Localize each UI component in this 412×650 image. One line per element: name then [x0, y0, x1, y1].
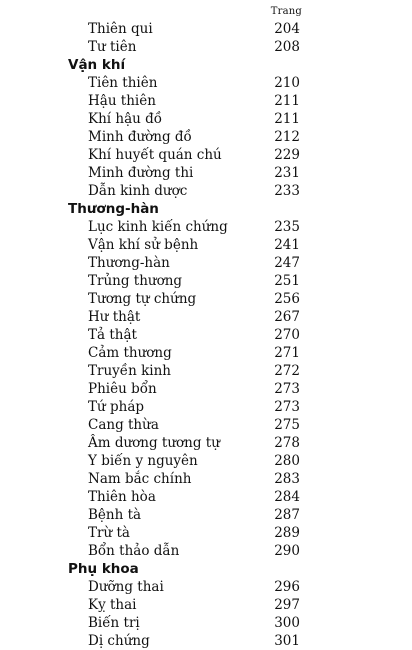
toc-entry-page: 211 [274, 111, 300, 127]
toc-entry-page: 229 [274, 147, 300, 163]
toc-entry-label: Tả thật [88, 326, 141, 344]
section-heading [0, 560, 412, 578]
toc-entry-label: Dưỡng thai [88, 578, 168, 596]
toc-entry-label: Tứ pháp [88, 398, 148, 416]
toc-entry-label: Y biến y nguyên [88, 452, 202, 470]
toc-entry-page: 301 [274, 633, 300, 649]
toc-entry-page: 278 [274, 435, 300, 451]
toc-entry [0, 290, 412, 308]
toc-entry [0, 20, 412, 38]
toc-entry [0, 452, 412, 470]
toc-entry-label: Thương-hàn [88, 254, 174, 272]
toc-entry [0, 614, 412, 632]
toc-entry-page: 289 [274, 525, 300, 541]
toc-entry-page: 275 [274, 417, 300, 433]
toc-entry [0, 416, 412, 434]
toc-entry [0, 326, 412, 344]
toc-entry-label: Vận khí sử bệnh [88, 236, 202, 254]
toc-entry-page: 270 [274, 327, 300, 343]
toc-entry-label: Âm dương tương tự [88, 434, 224, 452]
toc-entry-page: 283 [274, 471, 300, 487]
toc-entry [0, 146, 412, 164]
toc-entry [0, 128, 412, 146]
toc-entry-page: 300 [274, 615, 300, 631]
table-of-contents [0, 20, 412, 650]
section-heading [0, 200, 412, 218]
toc-entry [0, 38, 412, 56]
toc-entry-page: 297 [274, 597, 300, 613]
toc-entry-label: Hư thật [88, 308, 144, 326]
toc-entry-label: Biến trị [88, 614, 144, 632]
toc-entry-label: Dị chứng [88, 632, 154, 650]
toc-entry-page: 290 [274, 543, 300, 559]
toc-entry [0, 398, 412, 416]
toc-entry-page: 211 [274, 93, 300, 109]
toc-entry-label: Minh đường đồ [88, 128, 196, 146]
toc-entry-page: 212 [274, 129, 300, 145]
toc-entry [0, 434, 412, 452]
toc-entry-page: 273 [274, 399, 300, 415]
toc-entry-label: Hậu thiên [88, 92, 160, 110]
toc-entry-page: 287 [274, 507, 300, 523]
toc-entry [0, 218, 412, 236]
toc-entry-label: Tư tiên [88, 38, 140, 56]
toc-entry-page: 251 [274, 273, 300, 289]
toc-entry-label: Minh đường thi [88, 164, 197, 182]
toc-entry-page: 204 [274, 21, 300, 37]
toc-entry-label: Kỵ thai [88, 596, 141, 614]
toc-entry-page: 296 [274, 579, 300, 595]
toc-entry-page: 271 [274, 345, 300, 361]
toc-entry [0, 470, 412, 488]
toc-entry [0, 506, 412, 524]
toc-entry-label: Dẫn kinh dược [88, 182, 191, 200]
toc-entry [0, 92, 412, 110]
toc-entry-page: 284 [274, 489, 300, 505]
toc-entry [0, 74, 412, 92]
page-column-header: Trang [270, 6, 302, 17]
toc-entry-label: Thiên hòa [88, 488, 160, 506]
toc-entry-page: 233 [274, 183, 300, 199]
toc-entry-label: Phiêu bổn [88, 380, 161, 398]
toc-entry-page: 241 [274, 237, 300, 253]
section-heading [0, 56, 412, 74]
toc-entry-page: 280 [274, 453, 300, 469]
toc-entry-label: Nam bắc chính [88, 470, 195, 488]
toc-entry [0, 578, 412, 596]
toc-entry-page: 231 [274, 165, 300, 181]
toc-entry-label: Bệnh tà [88, 506, 145, 524]
toc-entry-label: Tiên thiên [88, 74, 161, 92]
toc-entry [0, 182, 412, 200]
toc-entry [0, 110, 412, 128]
toc-entry-page: 208 [274, 39, 300, 55]
toc-entry [0, 272, 412, 290]
toc-entry [0, 362, 412, 380]
toc-entry-page: 235 [274, 219, 300, 235]
toc-entry [0, 488, 412, 506]
toc-entry [0, 380, 412, 398]
section-title: Vận khí [68, 57, 126, 73]
toc-entry [0, 164, 412, 182]
toc-entry-page: 247 [274, 255, 300, 271]
toc-entry-label: Cang thừa [88, 416, 163, 434]
toc-entry-label: Trừ tà [88, 524, 134, 542]
toc-entry-label: Trủng thương [88, 272, 186, 290]
toc-entry [0, 632, 412, 650]
toc-entry-label: Khí huyết quán chú [88, 146, 226, 164]
toc-entry-page: 272 [274, 363, 300, 379]
section-title: Thương-hàn [68, 201, 159, 217]
toc-entry-page: 256 [274, 291, 300, 307]
toc-entry [0, 542, 412, 560]
toc-entry [0, 596, 412, 614]
toc-entry-label: Khí hậu đồ [88, 110, 166, 128]
toc-entry-label: Truyền kinh [88, 362, 175, 380]
toc-entry-label: Thiên qui [88, 20, 157, 38]
section-title: Phụ khoa [68, 561, 139, 577]
toc-entry-page: 273 [274, 381, 300, 397]
toc-entry [0, 344, 412, 362]
toc-entry-page: 267 [274, 309, 300, 325]
toc-entry-page: 210 [274, 75, 300, 91]
toc-entry-label: Lục kinh kiến chứng [88, 218, 232, 236]
toc-entry [0, 254, 412, 272]
toc-entry-label: Cảm thương [88, 344, 176, 362]
toc-entry [0, 308, 412, 326]
toc-entry [0, 236, 412, 254]
toc-entry-label: Tương tự chứng [88, 290, 200, 308]
toc-entry-label: Bổn thảo dẫn [88, 542, 183, 560]
toc-entry [0, 524, 412, 542]
